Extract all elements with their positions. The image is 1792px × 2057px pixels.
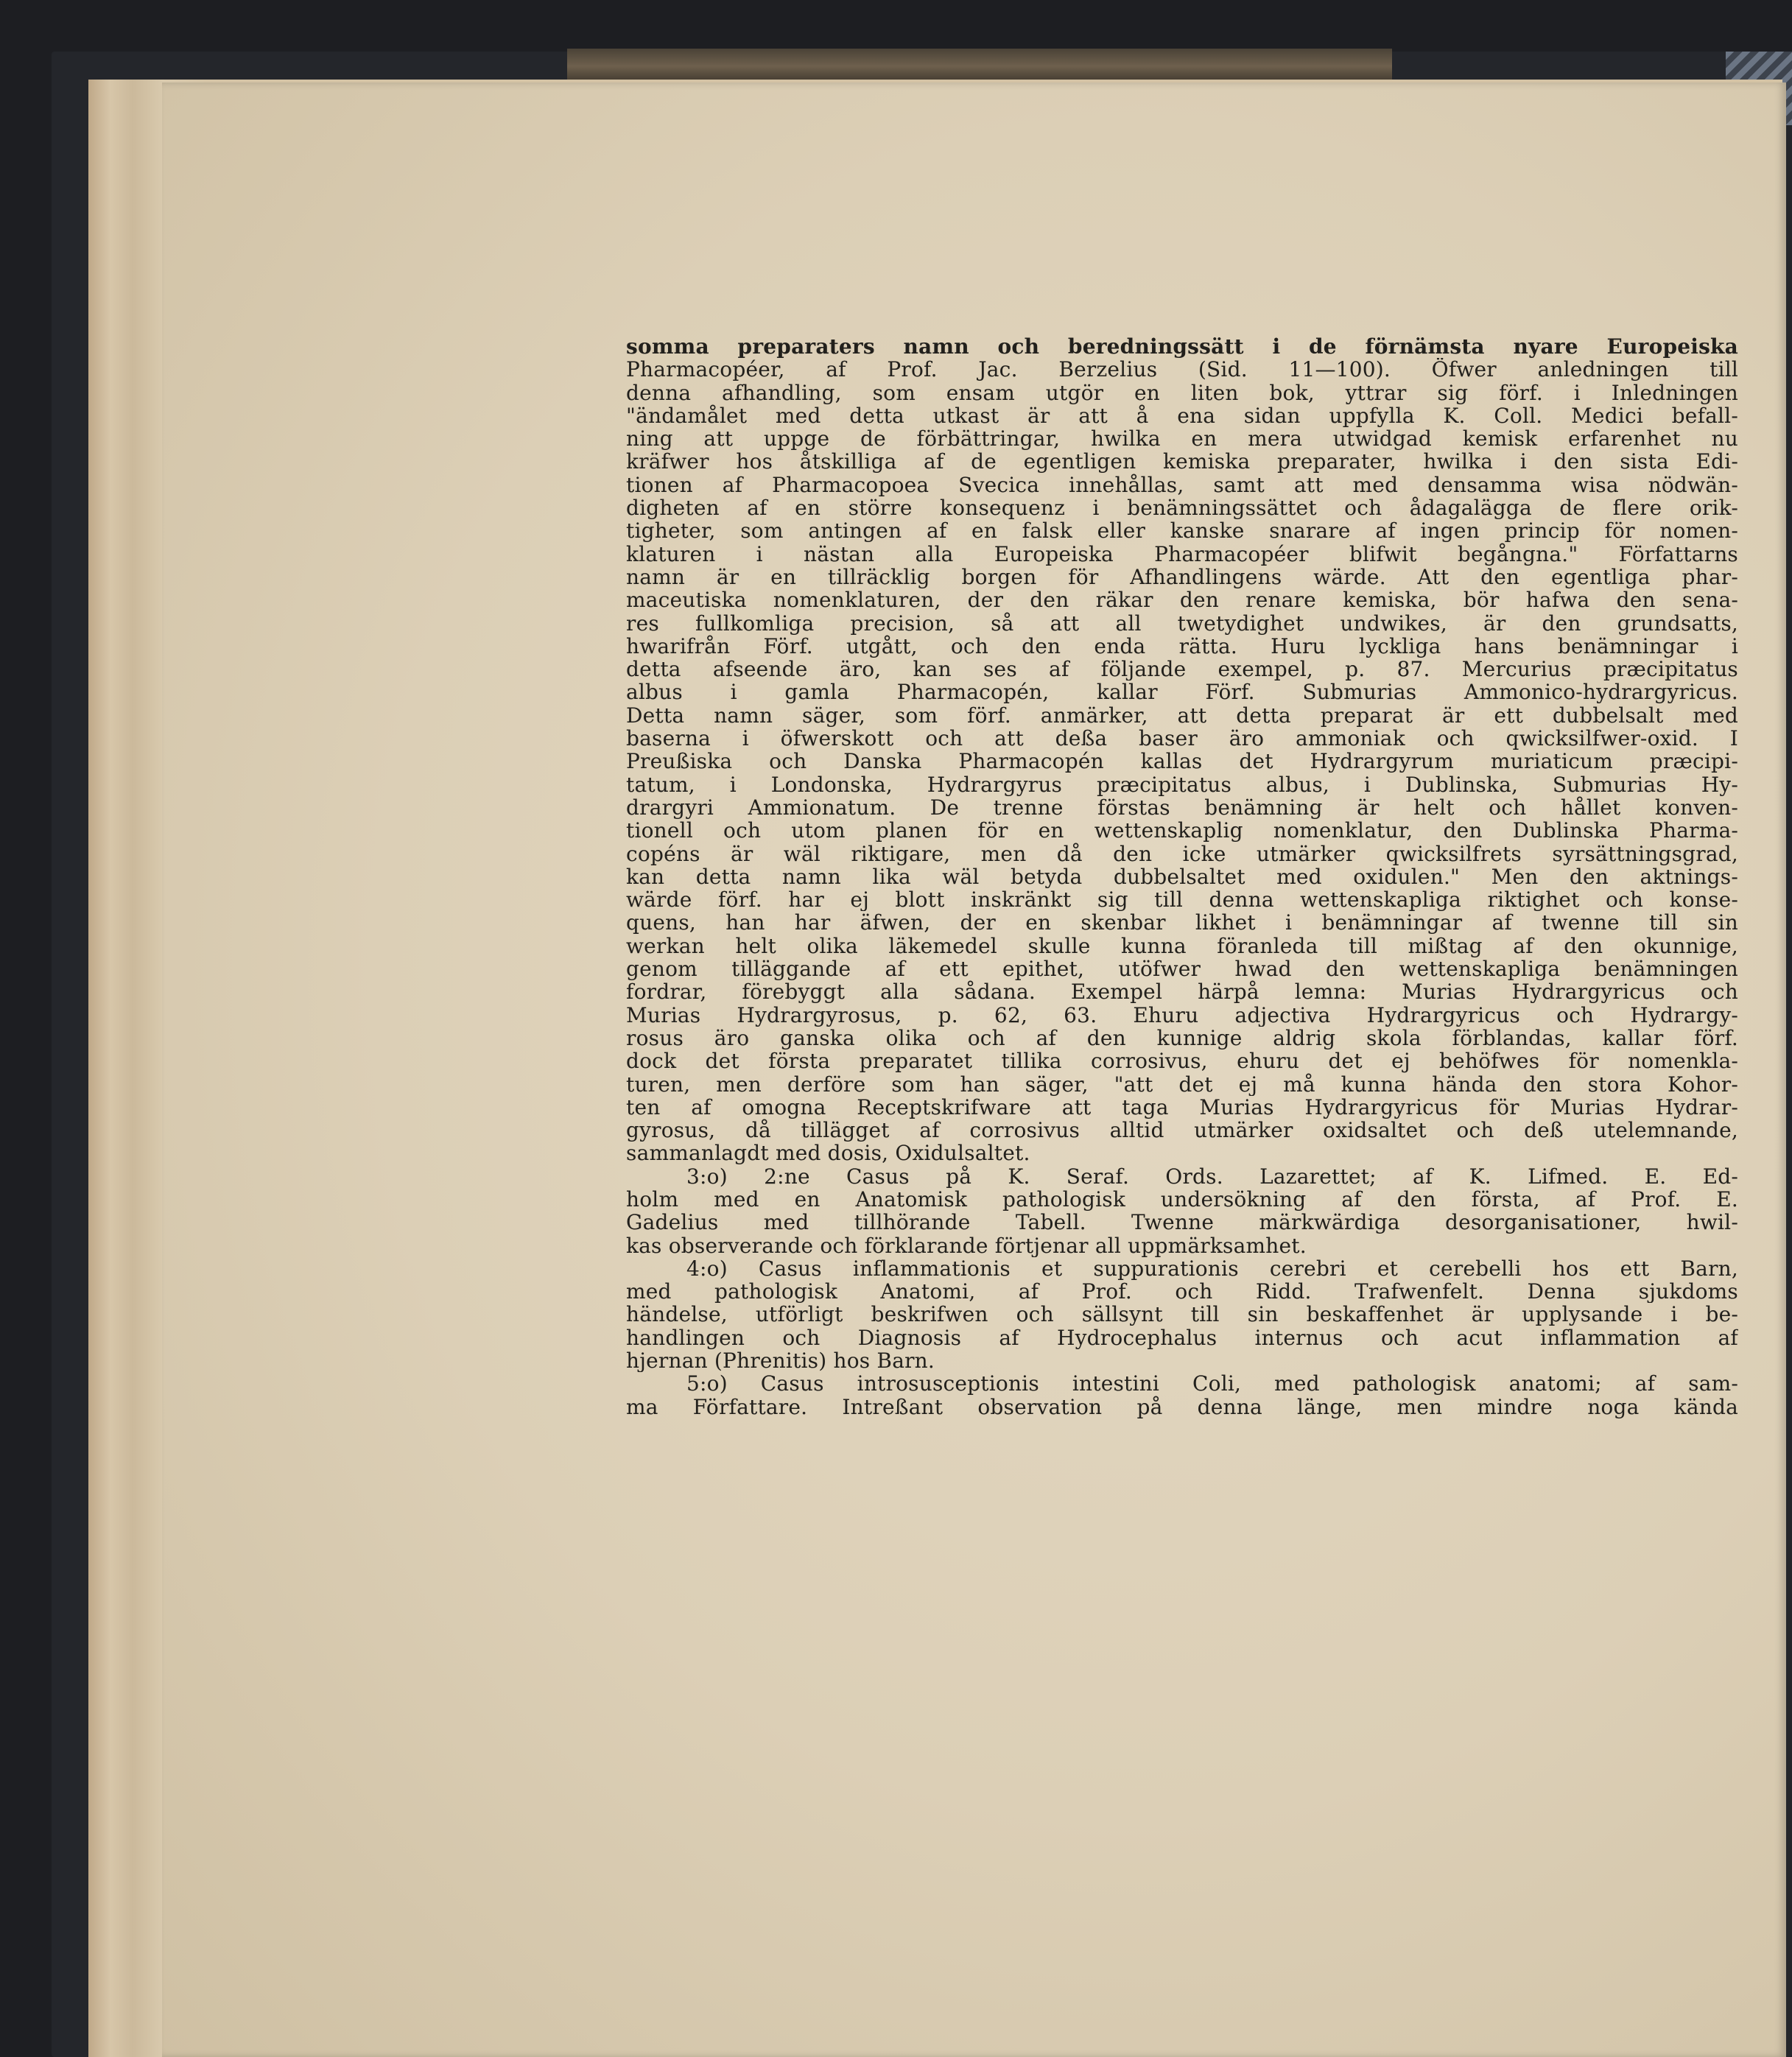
text-line: ma Författare. Intreßant observation på denna länge, men mindre noga kända [626,1395,1738,1418]
text-line: denna afhandling, som ensam utgör en liten bok, yttrar sig förf. i Inledningen [626,381,1738,404]
text-line: dock det första preparatet tillika corrosivus, ehuru det ej behöfwes för nomenkla- [626,1049,1738,1073]
text-line: namn är en tillräcklig borgen för Afhandlingens wärde. Att den egentliga phar- [626,565,1738,589]
text-line: tigheter, som antingen af en falsk eller kanske snarare af ingen princip för nomen- [626,519,1738,543]
page-text-block [626,335,1738,1418]
text-line: 5:o) Casus introsusceptionis intestini Coli, med pathologisk anatomi; af sam- [686,1372,1738,1396]
text-line: rosus äro ganska olika och af den kunnige aldrig skola förblandas, kallar förf. [626,1026,1738,1050]
text-line: digheten af en större konsequenz i benämningssättet och ådagalägga de flere orik- [626,496,1738,520]
text-line: genom tilläggande af ett epithet, utöfwer hwad den wettenskapliga benämningen [626,957,1738,981]
text-line: somma preparaters namn och beredningssätt i de förnämsta nyare Europeiska [626,335,1738,359]
text-line: ning att uppge de förbättringar, hwilka en mera utwidgad kemisk erfarenhet nu [626,427,1738,451]
text-line: "ändamålet med detta utkast är att å ena sidan uppfylla K. Coll. Medici befall- [626,404,1738,428]
text-line: Gadelius med tillhörande Tabell. Twenne märkwärdiga desorganisationer, hwil- [626,1211,1738,1234]
text-line: kas observerande och förklarande förtjenar all uppmärksamhet. [626,1234,1307,1257]
text-line: drargyri Ammionatum. De trenne förstas benämning är helt och hållet konven- [626,795,1738,820]
text-line: maceutiska nomenklaturen, der den räkar den renare kemiska, bör hafwa den sena- [626,588,1738,612]
text-line: hjernan (Phrenitis) hos Barn. [626,1349,935,1373]
text-line: hwarifrån Förf. utgått, och den enda rätta. Huru lyckliga hans benämningar i [626,634,1738,658]
text-line: kan detta namn lika wäl betyda dubbelsaltet med oxidulen." Men den aktnings- [626,865,1738,889]
text-line: fordrar, förebyggt alla sådana. Exempel härpå lemna: Murias Hydrargyricus och [626,980,1738,1004]
text-line: händelse, utförligt beskrifwen och sällsynt till sin beskaffenhet är upplysande i be- [626,1303,1738,1326]
text-line: quens, han har äfwen, der en skenbar likhet i benämningar af twenne till sin [626,911,1738,935]
text-line: ten af omogna Receptskrifware att taga Murias Hydrargyricus för Murias Hydrar- [626,1095,1738,1119]
text-line: turen, men derföre som han säger, "att det ej må kunna hända den stora Kohor- [626,1072,1738,1096]
text-line: 4:o) Casus inflammationis et suppurationis cerebri et cerebelli hos ett Barn, [686,1256,1738,1281]
text-line: Preußiska och Danska Pharmacopén kallas det Hydrargyrum muriaticum præcipi- [626,750,1738,773]
text-line: copéns är wäl riktigare, men då den icke utmärker qwicksilfrets syrsättningsgrad, [626,842,1738,865]
text-line: med pathologisk Anatomi, af Prof. och Ridd. Trafwenfelt. Denna sjukdoms [626,1280,1738,1304]
text-line: tionell och utom planen för en wettenskaplig nomenklatur, den Dublinska Pharma- [626,819,1738,843]
text-line: handlingen och Diagnosis af Hydrocephalus internus och acut inflammation af [626,1326,1738,1350]
text-line: werkan helt olika läkemedel skulle kunna föranleda till mißtag af den okunnige, [626,934,1738,958]
text-line: 3:o) 2:ne Casus på K. Seraf. Ords. Lazarettet; af K. Lifmed. E. Ed- [686,1164,1738,1188]
text-line: sammanlagdt med dosis, Oxidulsaltet. [626,1142,1030,1165]
text-line: res fullkomliga precision, så att all twetydighet undwikes, är den grundsatts, [626,611,1738,635]
text-line: Pharmacopéer, af Prof. Jac. Berzelius (Sid. 11—100). Öfwer anledningen till [626,358,1738,381]
text-line: wärde förf. har ej blott inskränkt sig till denna wettenskapliga riktighet och konse- [626,888,1738,912]
text-line: detta afseende äro, kan ses af följande exempel, p. 87. Mercurius præcipitatus [626,658,1738,681]
text-line: baserna i öfwerskott och att deßa baser äro ammoniak och qwicksilfwer-oxid. I [626,727,1738,750]
text-line: tionen af Pharmacopoea Svecica innehållas, samt att med densamma wisa nödwän- [626,473,1738,497]
text-line: kräfwer hos åtskilliga af de egentligen kemiska preparater, hwilka i den sista Edi- [626,450,1738,474]
text-line: klaturen i nästan alla Europeiska Pharmacopéer blifwit begångna." Författarns [626,542,1738,566]
text-line: albus i gamla Pharmacopén, kallar Förf. Submurias Ammonico-hydrargyricus. [626,681,1738,704]
text-line: Murias Hydrargyrosus, p. 62, 63. Ehuru adjectiva Hydrargyricus och Hydrargy- [626,1003,1738,1027]
text-line: holm med en Anatomisk pathologisk undersökning af den första, af Prof. E. [626,1187,1738,1212]
text-line: gyrosus, då tillägget af corrosivus alltid utmärker oxidsaltet och deß utelemnande, [626,1119,1738,1142]
text-line: Detta namn säger, som förf. anmärker, att detta preparat är ett dubbelsalt med [626,703,1738,728]
page-edge-top [567,49,1392,84]
text-line: tatum, i Londonska, Hydrargyrus præcipitatus albus, i Dublinska, Submurias Hy- [626,773,1738,796]
